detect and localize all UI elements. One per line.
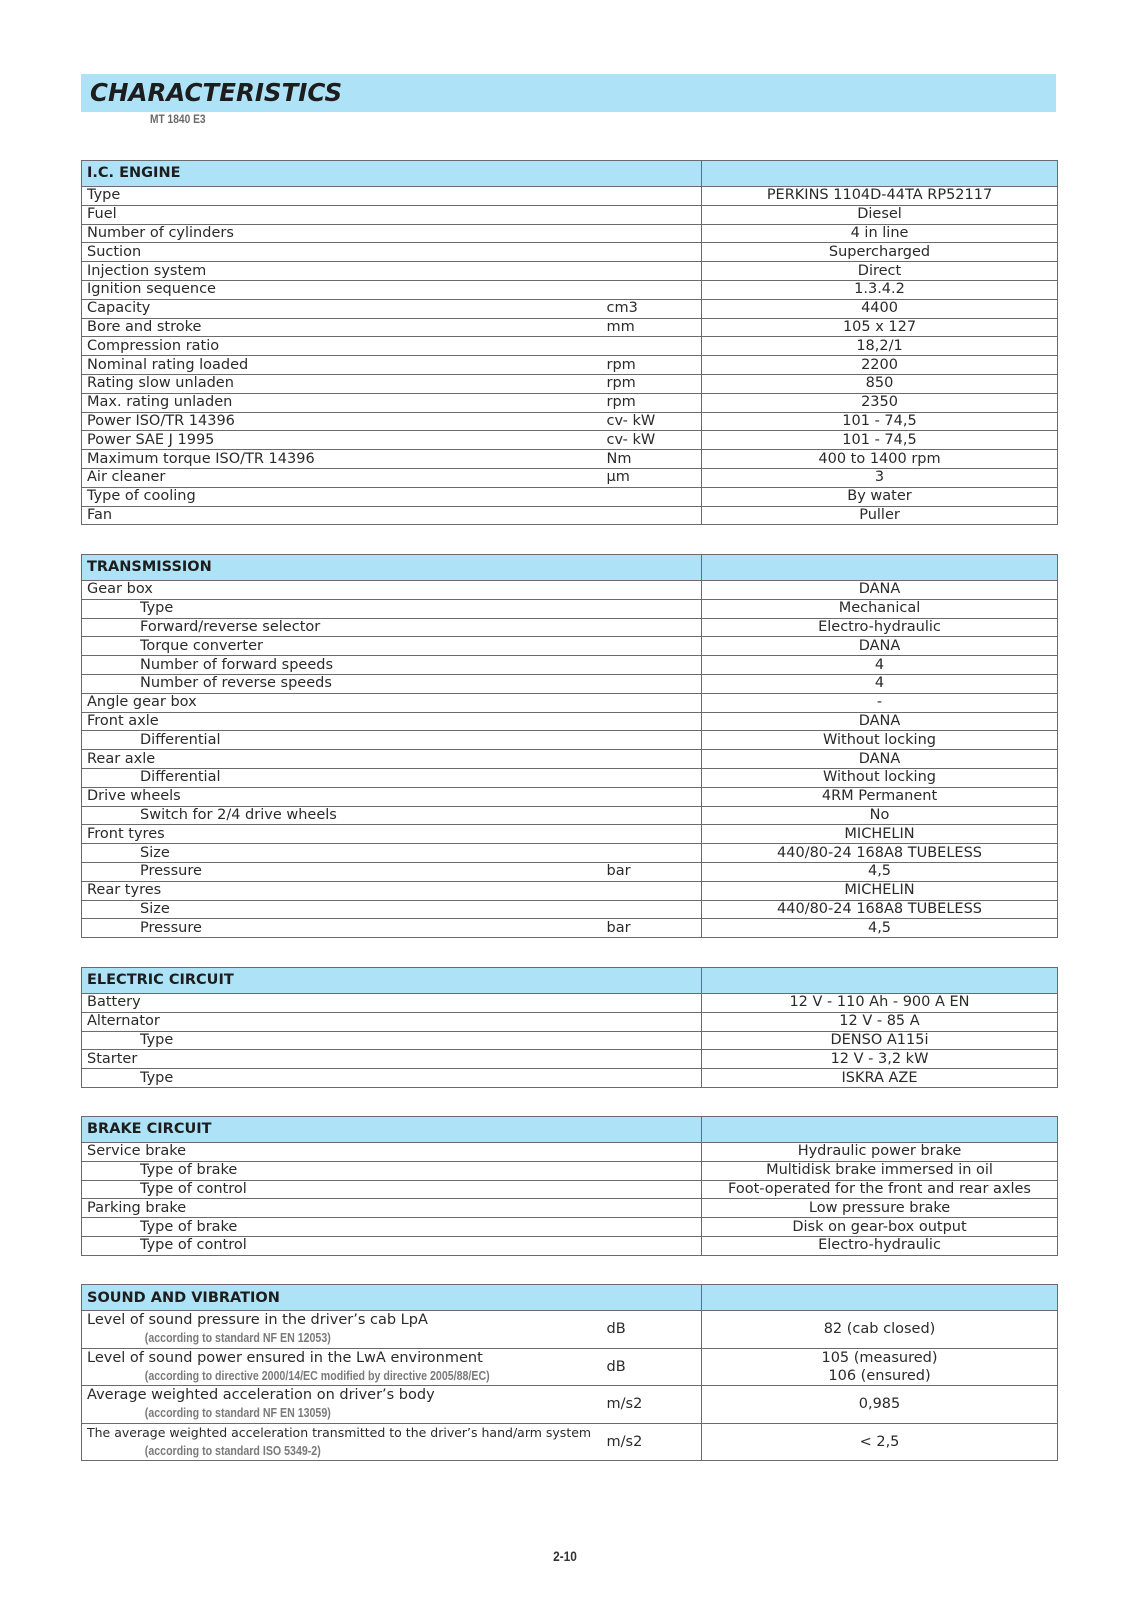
spec-row: [82, 787, 1058, 806]
spec-label: Fuel: [82, 205, 602, 224]
spec-row: [82, 806, 1058, 825]
spec-label: Type: [82, 187, 602, 206]
spec-unit: [602, 1180, 702, 1199]
spec-row: [82, 337, 1058, 356]
spec-value: Puller: [702, 506, 1058, 525]
spec-unit: mm: [602, 318, 702, 337]
standard-note: (according to standard NF EN 12053): [144, 1331, 331, 1345]
spec-value: 1.3.4.2: [702, 280, 1058, 299]
spec-row: [82, 393, 1058, 412]
spec-unit: [602, 637, 702, 656]
spec-unit: [602, 806, 702, 825]
sound-label-cell: [82, 1311, 602, 1349]
spec-label: Type of cooling: [82, 487, 602, 506]
spec-row: [82, 205, 1058, 224]
spec-label: Type of brake: [82, 1161, 602, 1180]
spec-value: 4RM Permanent: [702, 787, 1058, 806]
spec-row: [82, 1012, 1058, 1031]
spec-label: Rear axle: [82, 750, 602, 769]
spec-label: Battery: [82, 994, 602, 1013]
spec-row: [82, 487, 1058, 506]
spec-value: ISKRA AZE: [702, 1069, 1058, 1088]
spec-label: Type: [82, 1031, 602, 1050]
spec-value: Without locking: [702, 768, 1058, 787]
spec-value: 101 - 74,5: [702, 412, 1058, 431]
spec-value: 440/80-24 168A8 TUBELESS: [702, 900, 1058, 919]
spec-unit: [602, 1069, 702, 1088]
spec-unit: [602, 581, 702, 600]
spec-value: DANA: [702, 581, 1058, 600]
spec-value: 4,5: [702, 862, 1058, 881]
spec-unit: [602, 825, 702, 844]
spec-value: DANA: [702, 750, 1058, 769]
spec-unit: [602, 337, 702, 356]
spec-value: Hydraulic power brake: [702, 1143, 1058, 1162]
spec-row: [82, 187, 1058, 206]
spec-label: Angle gear box: [82, 693, 602, 712]
spec-label: Starter: [82, 1050, 602, 1069]
spec-value: 4: [702, 674, 1058, 693]
spec-label: Number of cylinders: [82, 224, 602, 243]
spec-value: No: [702, 806, 1058, 825]
spec-unit: [602, 712, 702, 731]
spec-unit: [602, 262, 702, 281]
section-header-value: [702, 1117, 1058, 1143]
spec-value: 4400: [702, 299, 1058, 318]
spec-value: 4 in line: [702, 224, 1058, 243]
spec-unit: [602, 693, 702, 712]
spec-row: [82, 431, 1058, 450]
sound-value: 0,985: [858, 1396, 901, 1413]
spec-value: 3: [702, 468, 1058, 487]
brake-circuit-table: [81, 1116, 1058, 1256]
sound-value-cell: [702, 1423, 1058, 1461]
spec-row: [82, 412, 1058, 431]
spec-label: Type of control: [82, 1180, 602, 1199]
spec-row: [82, 919, 1058, 938]
section-title: BRAKE CIRCUIT: [82, 1117, 702, 1143]
section-title: TRANSMISSION: [82, 555, 702, 581]
sound-value: < 2,5: [859, 1433, 900, 1450]
spec-value: MICHELIN: [702, 881, 1058, 900]
spec-value: 850: [702, 374, 1058, 393]
spec-row: [82, 318, 1058, 337]
spec-row: [82, 656, 1058, 675]
spec-unit: [602, 787, 702, 806]
section-header-value: [702, 555, 1058, 581]
spec-row: [82, 637, 1058, 656]
spec-label: Air cleaner: [82, 468, 602, 487]
spec-label: Service brake: [82, 1143, 602, 1162]
spec-label: Number of forward speeds: [82, 656, 602, 675]
sound-value: 105 (measured): [821, 1349, 938, 1366]
spec-unit: [602, 844, 702, 863]
spec-unit: rpm: [602, 374, 702, 393]
spec-label: Rear tyres: [82, 881, 602, 900]
spec-label: Power ISO/TR 14396: [82, 412, 602, 431]
page-number: 2-10: [553, 1548, 577, 1564]
spec-row: [82, 1218, 1058, 1237]
spec-unit: [602, 205, 702, 224]
spec-unit: [602, 487, 702, 506]
section-header-value: [702, 1285, 1058, 1311]
sound-unit: dB: [602, 1311, 702, 1349]
spec-row: [82, 262, 1058, 281]
transmission-table: [81, 554, 1058, 938]
spec-label: Type of brake: [82, 1218, 602, 1237]
standard-note: (according to directive 2000/14/EC modified by directive 2005/88/EC): [144, 1368, 490, 1383]
spec-value: Foot-operated for the front and rear axles: [702, 1180, 1058, 1199]
spec-value: Without locking: [702, 731, 1058, 750]
spec-label: Front tyres: [82, 825, 602, 844]
spec-row: [82, 374, 1058, 393]
spec-value: 12 V - 110 Ah - 900 A EN: [702, 994, 1058, 1013]
spec-unit: [602, 900, 702, 919]
section-header-value: [702, 968, 1058, 994]
spec-label: Front axle: [82, 712, 602, 731]
spec-unit: [602, 731, 702, 750]
spec-label: Forward/reverse selector: [82, 618, 602, 637]
spec-unit: [602, 674, 702, 693]
spec-value: -: [702, 693, 1058, 712]
spec-label: Maximum torque ISO/TR 14396: [82, 450, 602, 469]
spec-row: [82, 618, 1058, 637]
spec-value: Electro-hydraulic: [702, 1236, 1058, 1255]
standard-note: (according to standard ISO 5349-2): [144, 1443, 321, 1458]
spec-label: Suction: [82, 243, 602, 262]
spec-row: [82, 599, 1058, 618]
spec-label: Ignition sequence: [82, 280, 602, 299]
spec-label: Differential: [82, 768, 602, 787]
spec-value: 440/80-24 168A8 TUBELESS: [702, 844, 1058, 863]
section-header: [82, 1117, 1058, 1143]
spec-value: PERKINS 1104D-44TA RP52117: [702, 187, 1058, 206]
spec-row: [82, 299, 1058, 318]
page-subtitle: MT 1840 E3: [150, 112, 206, 126]
spec-unit: cv- kW: [602, 431, 702, 450]
electric-circuit-table: [81, 967, 1058, 1088]
spec-label: Differential: [82, 731, 602, 750]
spec-unit: rpm: [602, 356, 702, 375]
sound-value: 82 (cab closed): [823, 1321, 936, 1338]
spec-unit: [602, 243, 702, 262]
spec-label: Rating slow unladen: [82, 374, 602, 393]
sound-label: Average weighted acceleration on driver’s body: [87, 1387, 435, 1403]
sound-label-cell: [82, 1423, 602, 1461]
spec-row: [82, 506, 1058, 525]
spec-row: [82, 1069, 1058, 1088]
section-header: [82, 555, 1058, 581]
spec-label: Number of reverse speeds: [82, 674, 602, 693]
sound-vibration-table: [81, 1284, 1058, 1461]
sound-row: [82, 1386, 1058, 1424]
spec-label: Compression ratio: [82, 337, 602, 356]
spec-label: Gear box: [82, 581, 602, 600]
spec-row: [82, 243, 1058, 262]
sound-row: [82, 1311, 1058, 1349]
spec-label: Size: [82, 900, 602, 919]
spec-row: [82, 468, 1058, 487]
sound-value-cell: [702, 1386, 1058, 1424]
spec-row: [82, 1050, 1058, 1069]
spec-unit: bar: [602, 862, 702, 881]
spec-value: DENSO A115i: [702, 1031, 1058, 1050]
spec-unit: [602, 881, 702, 900]
spec-row: [82, 731, 1058, 750]
spec-unit: [602, 1012, 702, 1031]
spec-label: Fan: [82, 506, 602, 525]
section-header: [82, 1285, 1058, 1311]
spec-unit: rpm: [602, 393, 702, 412]
sound-unit: m/s2: [602, 1386, 702, 1424]
spec-unit: [602, 750, 702, 769]
spec-unit: [602, 280, 702, 299]
spec-label: Type: [82, 1069, 602, 1088]
spec-unit: [602, 994, 702, 1013]
spec-unit: [602, 187, 702, 206]
spec-label: Bore and stroke: [82, 318, 602, 337]
spec-value: 12 V - 3,2 kW: [702, 1050, 1058, 1069]
spec-value: 400 to 1400 rpm: [702, 450, 1058, 469]
spec-value: 18,2/1: [702, 337, 1058, 356]
spec-row: [82, 1161, 1058, 1180]
sound-value-cell: [702, 1311, 1058, 1349]
spec-row: [82, 1143, 1058, 1162]
spec-row: [82, 1031, 1058, 1050]
page-title: CHARACTERISTICS: [90, 78, 343, 107]
spec-unit: [602, 1199, 702, 1218]
spec-label: Nominal rating loaded: [82, 356, 602, 375]
spec-unit: [602, 1031, 702, 1050]
spec-row: [82, 674, 1058, 693]
spec-unit: bar: [602, 919, 702, 938]
sound-unit: m/s2: [602, 1423, 702, 1461]
spec-row: [82, 712, 1058, 731]
sound-label: Level of sound power ensured in the LwA environment: [87, 1349, 483, 1366]
spec-label: Type of control: [82, 1236, 602, 1255]
section-title: ELECTRIC CIRCUIT: [82, 968, 702, 994]
spec-row: [82, 862, 1058, 881]
spec-unit: [602, 224, 702, 243]
spec-row: [82, 844, 1058, 863]
spec-value: Multidisk brake immersed in oil: [702, 1161, 1058, 1180]
spec-value: MICHELIN: [702, 825, 1058, 844]
spec-value: Supercharged: [702, 243, 1058, 262]
spec-label: Parking brake: [82, 1199, 602, 1218]
spec-unit: [602, 1050, 702, 1069]
spec-unit: Nm: [602, 450, 702, 469]
sound-label-cell: [82, 1348, 602, 1386]
spec-unit: [602, 1218, 702, 1237]
sound-label: The average weighted acceleration transmitted to the driver’s hand/arm system: [87, 1424, 592, 1440]
spec-label: Alternator: [82, 1012, 602, 1031]
spec-value: 4: [702, 656, 1058, 675]
spec-row: [82, 693, 1058, 712]
sound-value-cell: [702, 1348, 1058, 1386]
spec-unit: cm3: [602, 299, 702, 318]
sound-label: Level of sound pressure in the driver’s cab LpA: [87, 1312, 428, 1328]
spec-unit: [602, 1161, 702, 1180]
spec-value: Diesel: [702, 205, 1058, 224]
spec-unit: [602, 618, 702, 637]
spec-row: [82, 1199, 1058, 1218]
spec-value: DANA: [702, 637, 1058, 656]
spec-unit: [602, 1236, 702, 1255]
spec-row: [82, 581, 1058, 600]
spec-label: Drive wheels: [82, 787, 602, 806]
sound-value-secondary: 106 (ensured): [828, 1367, 931, 1384]
spec-row: [82, 356, 1058, 375]
spec-row: [82, 994, 1058, 1013]
section-header-value: [702, 161, 1058, 187]
spec-label: Pressure: [82, 862, 602, 881]
spec-row: [82, 768, 1058, 787]
spec-row: [82, 750, 1058, 769]
spec-value: By water: [702, 487, 1058, 506]
standard-note: (according to standard NF EN 13059): [144, 1406, 331, 1420]
spec-unit: [602, 656, 702, 675]
spec-row: [82, 1236, 1058, 1255]
spec-value: Mechanical: [702, 599, 1058, 618]
spec-unit: [602, 506, 702, 525]
spec-unit: µm: [602, 468, 702, 487]
spec-row: [82, 825, 1058, 844]
spec-unit: [602, 1143, 702, 1162]
spec-row: [82, 224, 1058, 243]
spec-value: Disk on gear-box output: [702, 1218, 1058, 1237]
spec-label: Type: [82, 599, 602, 618]
spec-unit: [602, 768, 702, 787]
spec-row: [82, 881, 1058, 900]
section-title: SOUND AND VIBRATION: [82, 1285, 702, 1311]
spec-label: Max. rating unladen: [82, 393, 602, 412]
sound-row: [82, 1348, 1058, 1386]
spec-row: [82, 280, 1058, 299]
spec-label: Torque converter: [82, 637, 602, 656]
spec-label: Switch for 2/4 drive wheels: [82, 806, 602, 825]
spec-value: 2200: [702, 356, 1058, 375]
spec-label: Injection system: [82, 262, 602, 281]
spec-value: 2350: [702, 393, 1058, 412]
spec-value: DANA: [702, 712, 1058, 731]
spec-row: [82, 900, 1058, 919]
spec-unit: [602, 599, 702, 618]
spec-label: Capacity: [82, 299, 602, 318]
sound-unit: dB: [602, 1348, 702, 1386]
spec-value: 12 V - 85 A: [702, 1012, 1058, 1031]
spec-value: Electro-hydraulic: [702, 618, 1058, 637]
spec-value: 105 x 127: [702, 318, 1058, 337]
spec-label: Pressure: [82, 919, 602, 938]
spec-label: Power SAE J 1995: [82, 431, 602, 450]
sound-row: [82, 1423, 1058, 1461]
spec-value: 101 - 74,5: [702, 431, 1058, 450]
spec-value: 4,5: [702, 919, 1058, 938]
spec-row: [82, 1180, 1058, 1199]
spec-label: Size: [82, 844, 602, 863]
spec-value: Direct: [702, 262, 1058, 281]
section-title: I.C. ENGINE: [82, 161, 702, 187]
sound-label-cell: [82, 1386, 602, 1424]
spec-unit: cv- kW: [602, 412, 702, 431]
engine-table: [81, 160, 1058, 525]
spec-row: [82, 450, 1058, 469]
section-header: [82, 161, 1058, 187]
section-header: [82, 968, 1058, 994]
spec-value: Low pressure brake: [702, 1199, 1058, 1218]
